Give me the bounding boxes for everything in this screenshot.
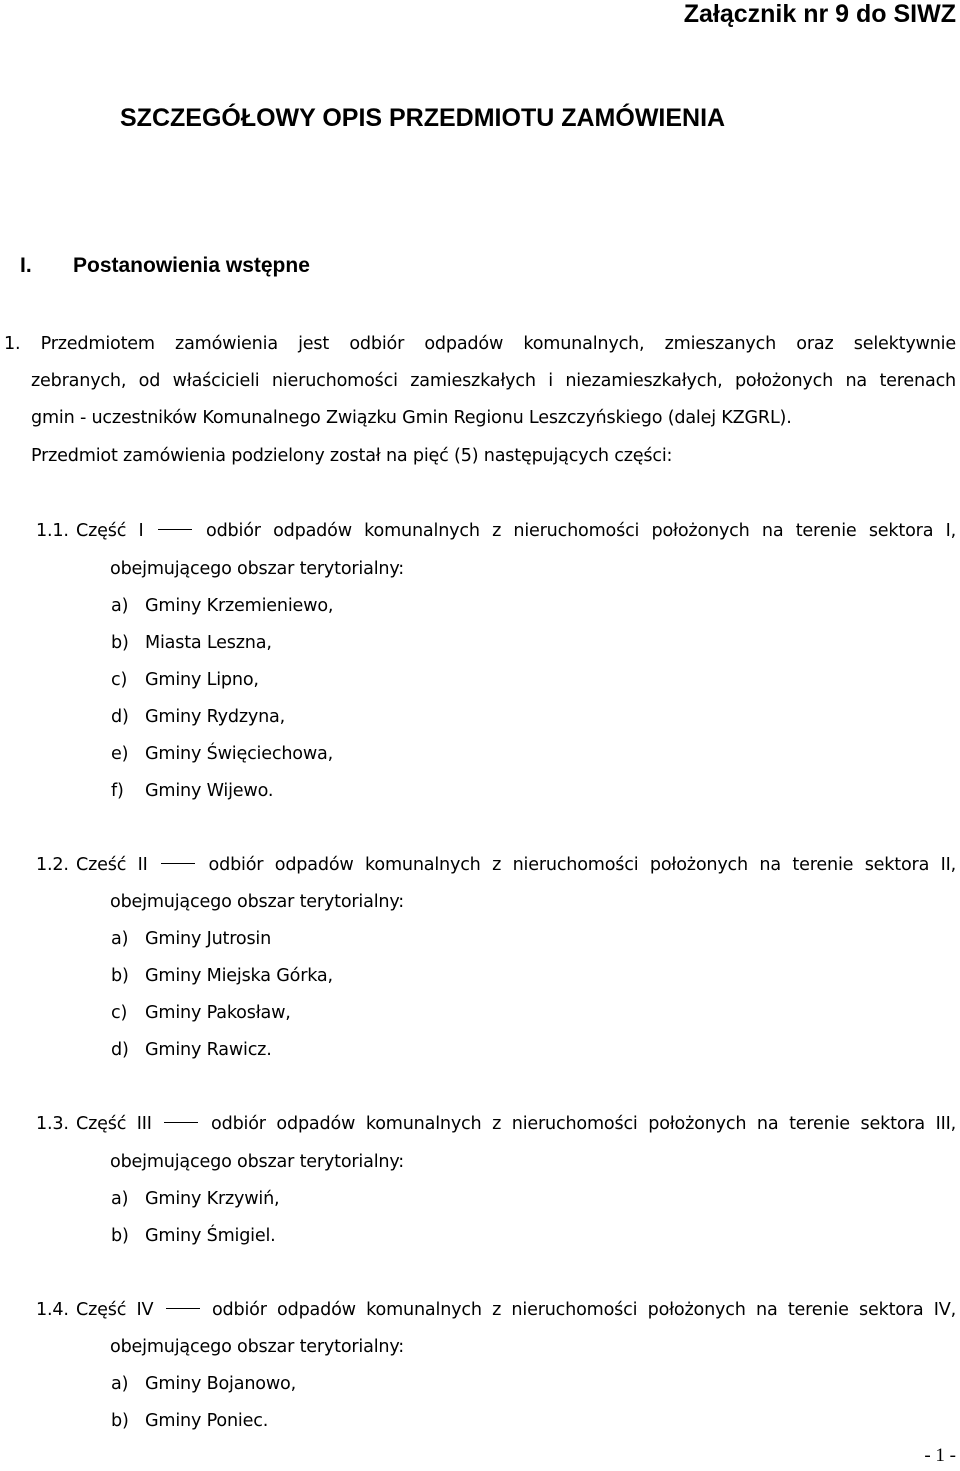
list-item — [111, 1040, 272, 1060]
part-name: Część IV — [76, 1300, 154, 1320]
list-item — [111, 633, 272, 653]
list-letter: b) — [111, 1226, 129, 1246]
list-text: Gminy Krzywiń, — [145, 1189, 280, 1209]
part-name: Część III — [76, 1114, 152, 1134]
part-description: odbiór odpadów komunalnych z nieruchomości położonych na terenie sektora III, — [211, 1114, 956, 1134]
part-number: 1.2. — [36, 855, 69, 875]
part-number: 1.3. — [36, 1114, 69, 1134]
page-number: - 1 - — [924, 1445, 956, 1466]
list-item — [111, 1003, 291, 1023]
intro-line: Przedmiot zamówienia podzielony został na pięć (5) następujących części: — [31, 446, 673, 466]
part-number: 1.1. — [36, 521, 69, 541]
list-letter: a) — [111, 1374, 129, 1394]
list-letter: c) — [111, 670, 128, 690]
list-text: Gminy Miejska Górka, — [145, 966, 333, 986]
section-title: Postanowienia wstępne — [73, 254, 310, 277]
part-heading-line — [36, 855, 956, 875]
list-text: Gminy Lipno, — [145, 670, 259, 690]
list-letter: b) — [111, 633, 129, 653]
list-text: Gminy Jutrosin — [145, 929, 272, 949]
list-item — [111, 596, 333, 616]
list-letter: b) — [111, 966, 129, 986]
list-text: Miasta Leszna, — [145, 633, 272, 653]
list-item — [111, 1374, 296, 1394]
list-item — [111, 929, 271, 949]
document-title: SZCZEGÓŁOWY OPIS PRZEDMIOTU ZAMÓWIENIA — [120, 104, 726, 132]
list-letter: e) — [111, 744, 129, 764]
part-continuation: obejmującego obszar terytorialny: — [110, 1337, 404, 1357]
list-item — [111, 1189, 279, 1209]
list-letter: f) — [111, 781, 124, 801]
dash-separator — [161, 863, 195, 864]
list-item — [111, 707, 285, 727]
list-text: Gminy Poniec. — [145, 1411, 269, 1431]
part-name: Cześć II — [76, 855, 148, 875]
part-heading-line — [36, 1114, 956, 1134]
dash-separator — [164, 1122, 198, 1123]
part-description: odbiór odpadów komunalnych z nieruchomości położonych na terenie sektora IV, — [211, 1300, 956, 1320]
part-description: odbiór odpadów komunalnych z nieruchomości położonych na terenie sektora II, — [208, 855, 956, 875]
list-text: Gminy Wijewo. — [145, 781, 274, 801]
list-text: Gminy Rydzyna, — [145, 707, 286, 727]
list-letter: d) — [111, 1040, 129, 1060]
list-item — [111, 744, 333, 764]
list-item — [111, 1411, 268, 1431]
list-text: Gminy Święciechowa, — [145, 744, 334, 764]
dash-separator — [158, 529, 192, 530]
list-text: Gminy Śmigiel. — [145, 1226, 276, 1246]
part-continuation: obejmującego obszar terytorialny: — [110, 559, 404, 579]
part-heading-line — [36, 521, 956, 541]
intro-line: gmin - uczestników Komunalnego Związku Gmin Regionu Leszczyńskiego (dalej KZGRL). — [31, 408, 792, 428]
part-name: Część I — [76, 521, 144, 541]
list-text: Gminy Rawicz. — [145, 1040, 272, 1060]
list-text: Gminy Krzemieniewo, — [145, 596, 334, 616]
section-number: I. — [20, 254, 32, 277]
list-item — [111, 670, 259, 690]
part-number: 1.4. — [36, 1300, 69, 1320]
list-text: Gminy Pakosław, — [145, 1003, 291, 1023]
intro-line: zebranych, od właścicieli nieruchomości zamieszkałych i niezamieszkałych, położonych na terenach — [31, 371, 956, 391]
list-letter: b) — [111, 1411, 129, 1431]
dash-separator — [166, 1308, 200, 1309]
list-text: Gminy Bojanowo, — [145, 1374, 296, 1394]
intro-line: 1. Przedmiotem zamówienia jest odbiór odpadów komunalnych, zmieszanych oraz selektywnie — [4, 334, 956, 354]
annex-label: Załącznik nr 9 do SIWZ — [683, 0, 956, 28]
list-letter: a) — [111, 929, 129, 949]
list-item — [111, 966, 333, 986]
part-continuation: obejmującego obszar terytorialny: — [110, 1152, 404, 1172]
list-letter: c) — [111, 1003, 128, 1023]
part-continuation: obejmującego obszar terytorialny: — [110, 892, 404, 912]
list-item — [111, 1226, 276, 1246]
part-heading-line — [36, 1300, 956, 1320]
list-letter: a) — [111, 596, 129, 616]
part-description: odbiór odpadów komunalnych z nieruchomości położonych na terenie sektora I, — [206, 521, 956, 541]
list-letter: a) — [111, 1189, 129, 1209]
list-item — [111, 781, 273, 801]
list-letter: d) — [111, 707, 129, 727]
